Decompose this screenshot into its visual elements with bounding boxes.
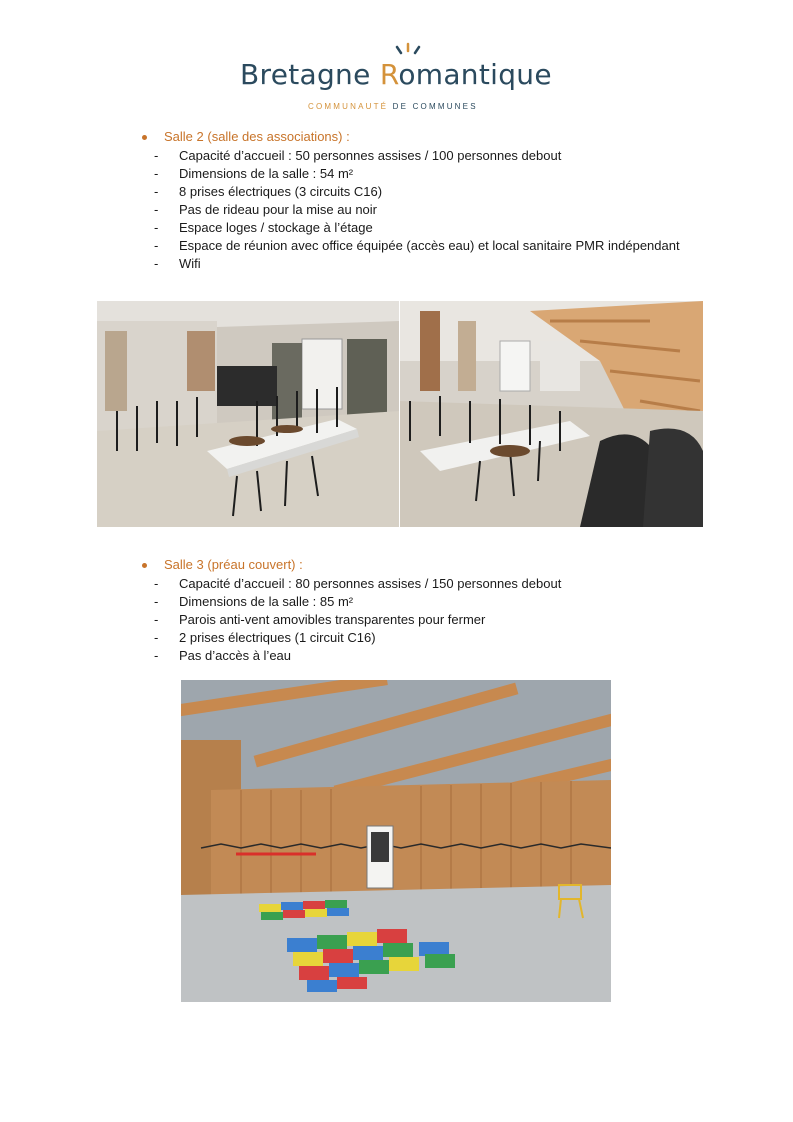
list-item: - Pas d’accès à l’eau: [154, 648, 292, 663]
list-item: - Pas de rideau pour la mise au noir: [154, 202, 378, 217]
list-item: - Dimensions de la salle : 54 m²: [154, 166, 354, 181]
logo-name-initial: R: [379, 58, 399, 91]
section-heading: Salle 2 (salle des associations) :: [140, 128, 700, 146]
list-item: - Wifi: [154, 256, 201, 271]
photo-salle-2-right: [400, 301, 703, 527]
list-item: - Capacité d’accueil : 80 personnes assises / 150 personnes debout: [154, 576, 562, 591]
list-item: - Espace loges / stockage à l’étage: [154, 220, 373, 235]
feature-list: [140, 147, 700, 273]
logo-name-part1: Bretagne: [240, 58, 380, 91]
logo-subtitle-part2: DE COMMUNES: [388, 102, 478, 111]
logo-subtitle-part1: COMMUNAUTÉ: [308, 102, 389, 111]
list-item: - Dimensions de la salle : 85 m²: [154, 594, 354, 609]
list-item: - Capacité d’accueil : 50 personnes assises / 100 personnes debout: [154, 148, 562, 163]
brand-logo: [236, 42, 556, 118]
photo-salle-3-preau: [181, 680, 611, 1002]
list-item: - Parois anti-vent amovibles transparentes pour fermer: [154, 612, 486, 627]
section-salle-2: [140, 128, 700, 273]
list-item: - 8 prises électriques (3 circuits C16): [154, 184, 383, 199]
section-salle-3: [140, 556, 700, 665]
photo-salle-2-left: [97, 301, 399, 527]
logo-subtitle: [308, 102, 478, 111]
list-item: - Espace de réunion avec office équipée (accès eau) et local sanitaire PMR indépendant: [154, 238, 680, 253]
feature-list: [140, 575, 700, 665]
logo-name-part2: omantique: [398, 58, 552, 91]
section-heading: Salle 3 (préau couvert) :: [140, 556, 700, 574]
logo-wordmark: [240, 58, 552, 91]
list-item: - 2 prises électriques (1 circuit C16): [154, 630, 376, 645]
